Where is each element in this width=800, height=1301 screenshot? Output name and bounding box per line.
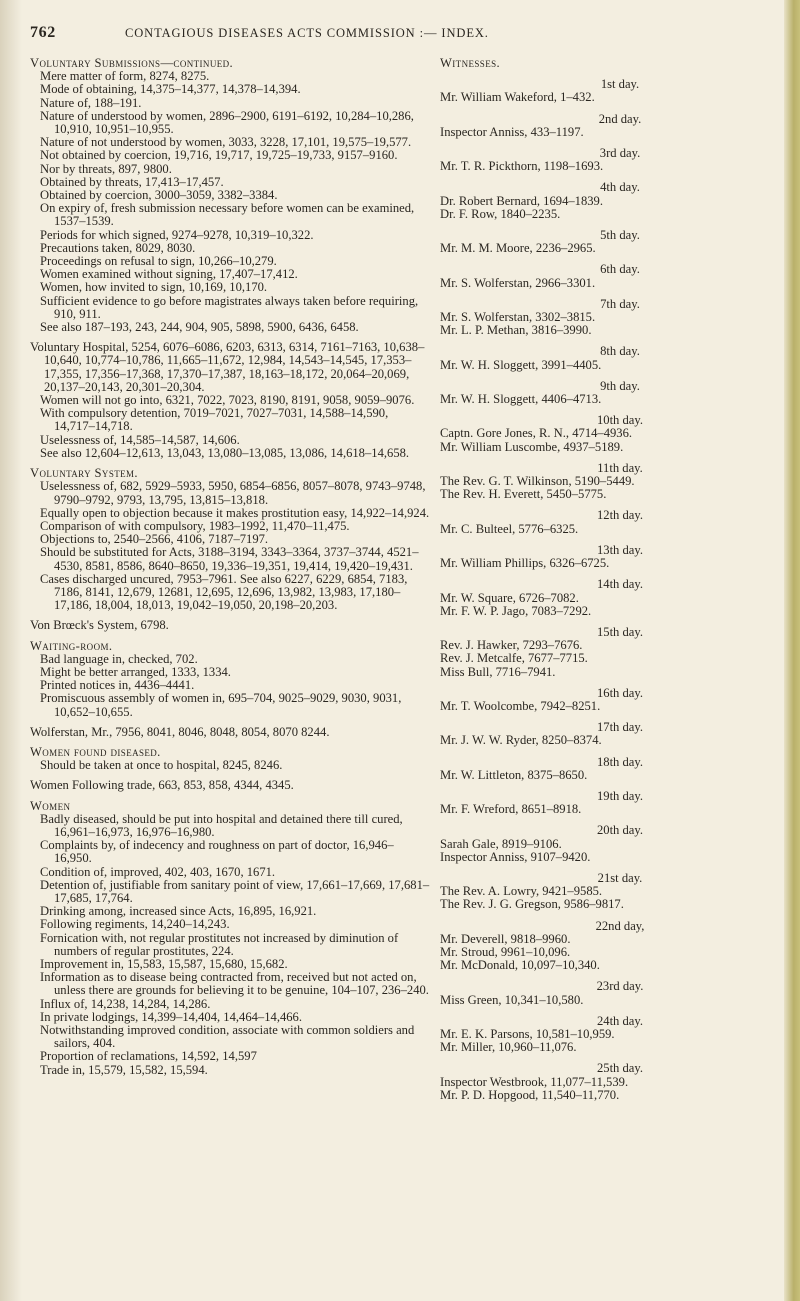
index-entry: Nor by threats, 897, 9800. — [40, 161, 172, 176]
day-label: 20th day. — [596, 823, 644, 838]
section-heading: Waiting-room. — [30, 638, 113, 653]
index-entry: Comparison of with compulsory, 1983–1992, 11,470–11,475. — [40, 518, 350, 533]
index-entry: Information as to disease being contracted from, received but not acted on, unless there are grounds for believing it to be genuine, 104–107, 236–240. — [40, 970, 429, 998]
section-women-found-diseased — [30, 746, 430, 772]
section-von-broeck — [30, 619, 430, 632]
witness-entry: The Rev. J. G. Gregson, 9586–9817. — [440, 897, 624, 912]
day-label: 1st day. — [600, 77, 640, 92]
page-number: 762 — [30, 24, 56, 41]
day-label: 4th day. — [600, 180, 640, 195]
index-entry: Condition of, improved, 402, 403, 1670, 1671. — [40, 864, 276, 879]
witness-entry: Inspector Westbrook, 11,077–11,539. — [440, 1074, 629, 1089]
witness-entry: Dr. Robert Bernard, 1694–1839. — [440, 193, 603, 208]
witness-entry: Mr. E. K. Parsons, 10,581–10,959. — [440, 1026, 615, 1041]
day-label: 22nd day, — [595, 918, 645, 933]
section-heading: Voluntary Hospital, 5254, 6076–6086, 6203, 6313, 6314, 7161–7163, 10,638–10,640, 10,774–10,786, 11,665–11,672, 12,984, 14,543–14,545, 17,353–17,355, 17,356–17,368, 17,370–17,387, 18,163–18,172, 20,064–20,069, 20,137–20,143, 20,301–20,304. — [30, 340, 425, 394]
section-heading: Women found diseased. — [30, 744, 161, 759]
index-entry: Women will not go into, 6321, 7022, 7023, 8190, 8191, 9058, 9059–9076. — [40, 393, 415, 408]
index-entry: Influx of, 14,238, 14,284, 14,286. — [40, 996, 211, 1011]
witness-entry: Mr. Deverell, 9818–9960. — [440, 931, 571, 946]
day-label: 24th day. — [596, 1013, 644, 1028]
section-heading: Voluntary System. — [30, 466, 138, 481]
index-entry: Objections to, 2540–2566, 4106, 7187–7197. — [40, 532, 269, 547]
day-label: 25th day. — [596, 1061, 644, 1076]
index-entry: Sufficient evidence to go before magistrates always taken before requiring, 910, 911. — [40, 293, 419, 321]
section-heading: Women — [30, 798, 71, 813]
index-entry: With compulsory detention, 7019–7021, 7027–7031, 14,588–14,590, 14,717–14,718. — [40, 406, 389, 434]
index-entry: Obtained by coercion, 3000–3059, 3382–3384. — [40, 188, 278, 203]
index-entry: Nature of not understood by women, 3033, 3228, 17,101, 19,575–19,577. — [40, 135, 412, 150]
section-heading: Women Following trade, 663, 853, 858, 4344, 4345. — [30, 778, 294, 793]
section-women-following-trade — [30, 779, 430, 792]
day-label: 12th day. — [596, 508, 644, 523]
index-entry: Following regiments, 14,240–14,243. — [40, 917, 230, 932]
index-entry: Printed notices in, 4436–4441. — [40, 678, 195, 693]
index-entry: Precautions taken, 8029, 8030. — [40, 240, 196, 255]
index-entry: Trade in, 15,579, 15,582, 15,594. — [40, 1062, 208, 1077]
witness-entry: Mr. William Phillips, 6326–6725. — [440, 556, 610, 571]
witness-entry: Mr. M. M. Moore, 2236–2965. — [440, 241, 596, 256]
running-title: CONTAGIOUS DISEASES ACTS COMMISSION :— INDEX. — [125, 26, 489, 40]
index-entry: Cases discharged uncured, 7953–7961. See also 6227, 6229, 6854, 7183, 7186, 8141, 12,679, 12681, 12,695, 12,696, 13,982, 13,983, 17,180–17,186, 18,004, 18,013, 19,042–19,050, 20,198–20,203. — [40, 571, 408, 613]
section-voluntary-submissions — [30, 57, 430, 334]
day-label: 21st day. — [597, 870, 643, 885]
witness-entry: Miss Bull, 7716–7941. — [440, 664, 556, 679]
witness-entry: Mr. L. P. Methan, 3816–3990. — [440, 323, 592, 338]
witness-entry: Mr. W. Littleton, 8375–8650. — [440, 767, 588, 782]
witness-entry: Mr. W. H. Sloggett, 4406–4713. — [440, 392, 602, 407]
witness-entry: Inspector Anniss, 9107–9420. — [440, 849, 591, 864]
index-entry: Nature of, 188–191. — [40, 95, 142, 110]
section-waiting-room — [30, 640, 430, 719]
index-entry: Nature of understood by women, 2896–2900, 6191–6192, 10,284–10,286, 10,910, 10,951–10,955. — [40, 108, 414, 137]
index-entry: Might be better arranged, 1333, 1334. — [40, 664, 231, 679]
index-entry: Periods for which signed, 9274–9278, 10,319–10,322. — [40, 227, 314, 242]
index-entry: Improvement in, 15,583, 15,587, 15,680, 15,682. — [40, 957, 288, 971]
day-label: 13th day. — [596, 542, 644, 557]
day-label: 15th day. — [596, 624, 644, 639]
witness-days — [440, 78, 760, 1102]
day-label: 14th day. — [596, 577, 644, 592]
witness-entry: Mr. S. Wolferstan, 3302–3815. — [440, 310, 596, 325]
index-entry: Complaints by, of indecency and roughness on part of doctor, 16,946–16,950. — [40, 838, 394, 866]
section-heading: Voluntary Submissions—continued. — [30, 56, 234, 70]
day-label: 10th day. — [596, 413, 644, 428]
right-column — [440, 57, 760, 1102]
day-label: 16th day. — [596, 685, 644, 700]
index-entry: Fornication with, not regular prostitutes not increased by diminution of numbers of regular prostitutes, 224. — [40, 930, 399, 958]
witness-entry: Mr. Miller, 10,960–11,076. — [440, 1040, 577, 1055]
section-voluntary-system — [30, 467, 430, 612]
witness-entry: The Rev. H. Everett, 5450–5775. — [440, 487, 607, 502]
witness-entry: Mr. C. Bulteel, 5776–6325. — [440, 521, 579, 536]
witness-entry: Captn. Gore Jones, R. N., 4714–4936. — [440, 426, 633, 441]
section-heading: Von Brœck's System, 6798. — [30, 618, 169, 633]
day-label: 7th day. — [600, 296, 640, 311]
day-label: 11th day. — [597, 460, 643, 475]
witness-entry: Mr. T. Woolcombe, 7942–8251. — [440, 698, 601, 713]
witness-entry: Mr. Stroud, 9961–10,096. — [440, 944, 571, 959]
index-entry: Drinking among, increased since Acts, 16,895, 16,921. — [40, 904, 317, 919]
day-label: 23rd day. — [596, 979, 644, 994]
day-label: 9th day. — [600, 378, 640, 393]
index-entry: Not obtained by coercion, 19,716, 19,717, 19,725–19,733, 9157–9160. — [40, 148, 398, 163]
witness-entry: Mr. P. D. Hopgood, 11,540–11,770. — [440, 1087, 620, 1102]
day-label: 2nd day. — [598, 111, 642, 126]
index-entry: Should be substituted for Acts, 3188–3194, 3343–3364, 3737–3744, 4521–4530, 8581, 8586, 8640–8650, 19,336–19,351, 19,414, 19,420–19,431. — [40, 545, 419, 573]
section-women — [30, 800, 430, 1077]
witness-entry: The Rev. A. Lowry, 9421–9585. — [440, 884, 603, 899]
day-label: 8th day. — [600, 344, 640, 359]
day-label: 3rd day. — [599, 146, 641, 161]
witness-entry: Mr. McDonald, 10,097–10,340. — [440, 958, 600, 973]
witness-entry: The Rev. G. T. Wilkinson, 5190–5449. — [440, 474, 635, 489]
index-entry: Notwithstanding improved condition, associate with common soldiers and sailors, 404. — [40, 1023, 415, 1051]
witness-entry: Mr. W. Square, 6726–7082. — [440, 590, 579, 605]
index-entry: See also 12,604–12,613, 13,043, 13,080–13,085, 13,086, 14,618–14,658. — [40, 445, 410, 460]
index-entry: On expiry of, fresh submission necessary before women can be examined, 1537–1539. — [40, 201, 415, 229]
index-entry: See also 187–193, 243, 244, 904, 905, 5898, 5900, 6436, 6458. — [40, 320, 359, 335]
left-column — [30, 57, 430, 1084]
index-entry: Mere matter of form, 8274, 8275. — [40, 69, 210, 84]
page-gutter — [0, 0, 22, 1301]
index-entry: Proceedings on refusal to sign, 10,266–10,279. — [40, 254, 277, 269]
witness-entry: Rev. J. Metcalfe, 7677–7715. — [440, 651, 588, 666]
witness-entry: Mr. T. R. Pickthorn, 1198–1693. — [440, 159, 604, 174]
index-entry: Uselessness of, 682, 5929–5933, 5950, 6854–6856, 8057–8078, 9743–9748, 9790–9792, 9793, 13,795, 13,815–13,818. — [40, 479, 426, 507]
witness-entry: Rev. J. Hawker, 7293–7676. — [440, 638, 583, 653]
day-label: 5th day. — [600, 228, 640, 243]
witness-entry: Mr. F. Wreford, 8651–8918. — [440, 802, 582, 817]
day-label: 17th day. — [596, 720, 644, 735]
page-edge — [784, 0, 800, 1301]
index-entry: Uselessness of, 14,585–14,587, 14,606. — [40, 432, 240, 447]
section-wolferstan — [30, 726, 430, 739]
witness-entry: Mr. S. Wolferstan, 2966–3301. — [440, 275, 596, 290]
index-entry: Badly diseased, should be put into hospital and detained there till cured, 16,961–16,973, 16,976–16,980. — [40, 811, 403, 839]
witness-entry: Dr. F. Row, 1840–2235. — [440, 206, 561, 221]
index-entry: Obtained by threats, 17,413–17,457. — [40, 174, 224, 189]
witnesses-heading: Witnesses. — [440, 56, 501, 70]
witness-entry: Mr. William Luscombe, 4937–5189. — [440, 439, 624, 454]
index-entry: Bad language in, checked, 702. — [40, 651, 198, 666]
witness-entry: Mr. W. H. Sloggett, 3991–4405. — [440, 357, 602, 372]
index-entry: Equally open to objection because it makes prostitution easy, 14,922–14,924. — [40, 505, 430, 520]
index-entry: Promiscuous assembly of women in, 695–704, 9025–9029, 9030, 9031, 10,652–10,655. — [40, 691, 402, 719]
index-entry: Proportion of reclamations, 14,592, 14,597 — [40, 1049, 257, 1064]
index-entry: Women examined without signing, 17,407–17,412. — [40, 267, 298, 282]
index-entry: Should be taken at once to hospital, 8245, 8246. — [40, 758, 283, 773]
index-entry: Mode of obtaining, 14,375–14,377, 14,378–14,394. — [40, 82, 301, 97]
index-entry: Detention of, justifiable from sanitary point of view, 17,661–17,669, 17,681–17,685, 17,764. — [40, 877, 430, 905]
witness-entry: Mr. F. W. P. Jago, 7083–7292. — [440, 603, 592, 618]
witness-entry: Mr. J. W. W. Ryder, 8250–8374. — [440, 733, 602, 748]
index-entry: Women, how invited to sign, 10,169, 10,170. — [40, 280, 268, 295]
day-label: 19th day. — [596, 788, 644, 803]
day-label: 6th day. — [600, 262, 640, 277]
witness-entry: Inspector Anniss, 433–1197. — [440, 124, 584, 139]
section-voluntary-hospital — [30, 341, 430, 460]
witness-entry: Sarah Gale, 8919–9106. — [440, 836, 562, 851]
index-entry: In private lodgings, 14,399–14,404, 14,464–14,466. — [40, 1009, 303, 1024]
page-header — [30, 24, 760, 46]
witness-entry: Miss Green, 10,341–10,580. — [440, 992, 584, 1007]
day-label: 18th day. — [596, 754, 644, 769]
section-heading: Wolferstan, Mr., 7956, 8041, 8046, 8048, 8054, 8070 8244. — [30, 724, 330, 739]
witness-entry: Mr. William Wakeford, 1–432. — [440, 90, 595, 105]
